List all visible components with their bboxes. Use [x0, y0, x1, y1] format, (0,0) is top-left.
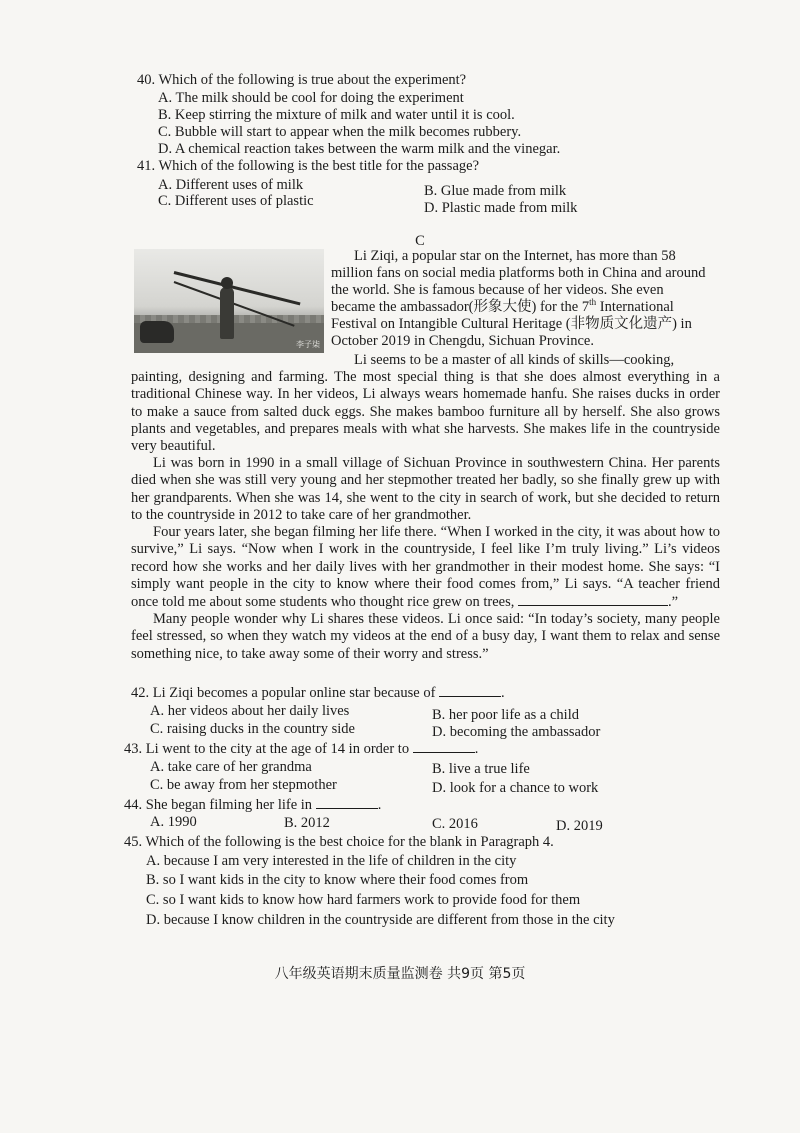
q43-blank [413, 740, 475, 753]
photo-person [220, 287, 234, 339]
p4-blank [518, 593, 668, 606]
q43-option-d: D. look for a chance to work [432, 780, 599, 796]
photo-cow [140, 321, 174, 343]
q42-blank [439, 684, 501, 697]
q42-stem-line [131, 684, 505, 702]
q44-option-c: C. 2016 [432, 816, 478, 832]
q42-option-c: C. raising ducks in the country side [150, 721, 355, 737]
p1-line-4-text: became the ambassador(形象大使) for the 7 [331, 299, 590, 315]
q44-option-d: D. 2019 [556, 818, 603, 834]
q41-stem: 41. Which of the following is the best title for the passage? [137, 158, 480, 174]
paragraph-2 [131, 369, 720, 455]
q41-option-d: D. Plastic made from milk [424, 200, 578, 216]
paragraph-5 [131, 611, 720, 663]
q43-stem: 43. Li went to the city at the age of 14 in order to [124, 741, 410, 757]
q44-option-b: B. 2012 [284, 815, 330, 831]
p1-line-6: October 2019 in Chengdu, Sichuan Province. [331, 333, 594, 349]
q45-option-b: B. so I want kids in the city to know where their food comes from [146, 872, 529, 888]
p4-end: .” [667, 594, 679, 611]
paragraph-3 [131, 455, 720, 524]
p1-line-5: Festival on Intangible Cultural Heritage (非物质文化遗产) in [331, 316, 692, 332]
q44-end: . [377, 797, 382, 813]
q43-end: . [474, 741, 479, 757]
p1-line-4 [331, 299, 674, 316]
q43-option-a: A. take care of her grandma [150, 759, 312, 775]
photo-watermark: 李子柒 [296, 340, 320, 349]
page-footer: 八年级英语期末质量监测卷 共9页 第5页 [274, 966, 526, 982]
q45-option-d: D. because I know children in the countryside are different from those in the city [146, 912, 615, 928]
q44-stem-line [124, 796, 381, 814]
q41-option-b: B. Glue made from milk [424, 183, 567, 199]
q44-option-a: A. 1990 [150, 814, 197, 830]
q40-option-b: B. Keep stirring the mixture of milk and water until it is cool. [158, 107, 515, 123]
q42-stem: 42. Li Ziqi becomes a popular online star because of [131, 685, 436, 701]
p4-paragraph [131, 524, 720, 611]
p3-text: Li was born in 1990 in a small village of Sichuan Province in southwestern China. Her parents died when she was still very young and her stepmother treated her badly, so she finally grew up with her grandparents. When she was 14, she went to the city in search of work, but she decided to return to the countryside in 2012 to take care of her grandmother. [131, 455, 720, 523]
photo-li-ziqi [134, 249, 324, 353]
section-title: C [415, 233, 425, 249]
photo-person-head [221, 277, 233, 289]
p4-text: Four years later, she began filming her life there. “When I worked in the city, it was about how to survive,” Li says. “Now when I work in the countryside, I feel like I’m truly living.” Li’s videos record how she works and her daily lives with her grandmother in their modest home. She says: “I simply want people in the city to know where their food comes from,” Li says. “A teacher friend once told me about some students who thought rice grew on trees, [131, 524, 720, 611]
q40-option-c: C. Bubble will start to appear when the milk becomes rubbery. [158, 124, 522, 140]
q43-option-c: C. be away from her stepmother [150, 777, 337, 793]
q40-option-d: D. A chemical reaction takes between the warm milk and the vinegar. [158, 141, 561, 157]
q41-option-c: C. Different uses of plastic [158, 193, 314, 209]
paragraph-4 [131, 524, 720, 611]
p1-superscript: th [589, 297, 597, 308]
q40-option-a: A. The milk should be cool for doing the experiment [158, 90, 464, 106]
p2-text: painting, designing and farming. The most special thing is that she does almost everything in a traditional Chinese way. In her videos, Li always wears homemade hanfu. She raises ducks in order to make a sauce from salted duck eggs. She makes bamboo furniture all by herself. She also grows plants and vegetables, and prepares meals with what she harvests. She makes life in the countryside very beautiful. [131, 369, 720, 455]
q45-option-c: C. so I want kids to know how hard farmers work to provide food for them [146, 892, 581, 908]
q42-option-d: D. becoming the ambassador [432, 724, 601, 740]
q45-option-a: A. because I am very interested in the life of children in the city [146, 853, 517, 869]
q44-stem: 44. She began filming her life in [124, 797, 313, 813]
q42-end: . [501, 685, 505, 701]
p2-first-line: Li seems to be a master of all kinds of skills—cooking, [354, 352, 675, 368]
p1-line-3: the world. She is famous because of her videos. She even [331, 282, 664, 298]
p5-text: Many people wonder why Li shares these videos. Li once said: “In today’s society, many people feel stressed, so when they watch my videos at the end of a busy day, I want them to relax and sense something nice, to take away some of their worry and stress.” [131, 611, 720, 662]
q43-option-b: B. live a true life [432, 761, 530, 777]
p1-line-2: million fans on social media platforms both in China and around [331, 265, 706, 281]
q41-option-a: A. Different uses of milk [158, 177, 304, 193]
p1-line-1: Li Ziqi, a popular star on the Internet, has more than 58 [354, 248, 676, 264]
p1-line-4-end: International [596, 299, 674, 315]
q42-option-a: A. her videos about her daily lives [150, 703, 350, 719]
q42-option-b: B. her poor life as a child [432, 707, 579, 723]
q43-stem-line [124, 740, 478, 758]
q40-stem: 40. Which of the following is true about the experiment? [137, 72, 467, 88]
q44-blank [316, 796, 378, 809]
q45-stem: 45. Which of the following is the best choice for the blank in Paragraph 4. [124, 834, 554, 850]
